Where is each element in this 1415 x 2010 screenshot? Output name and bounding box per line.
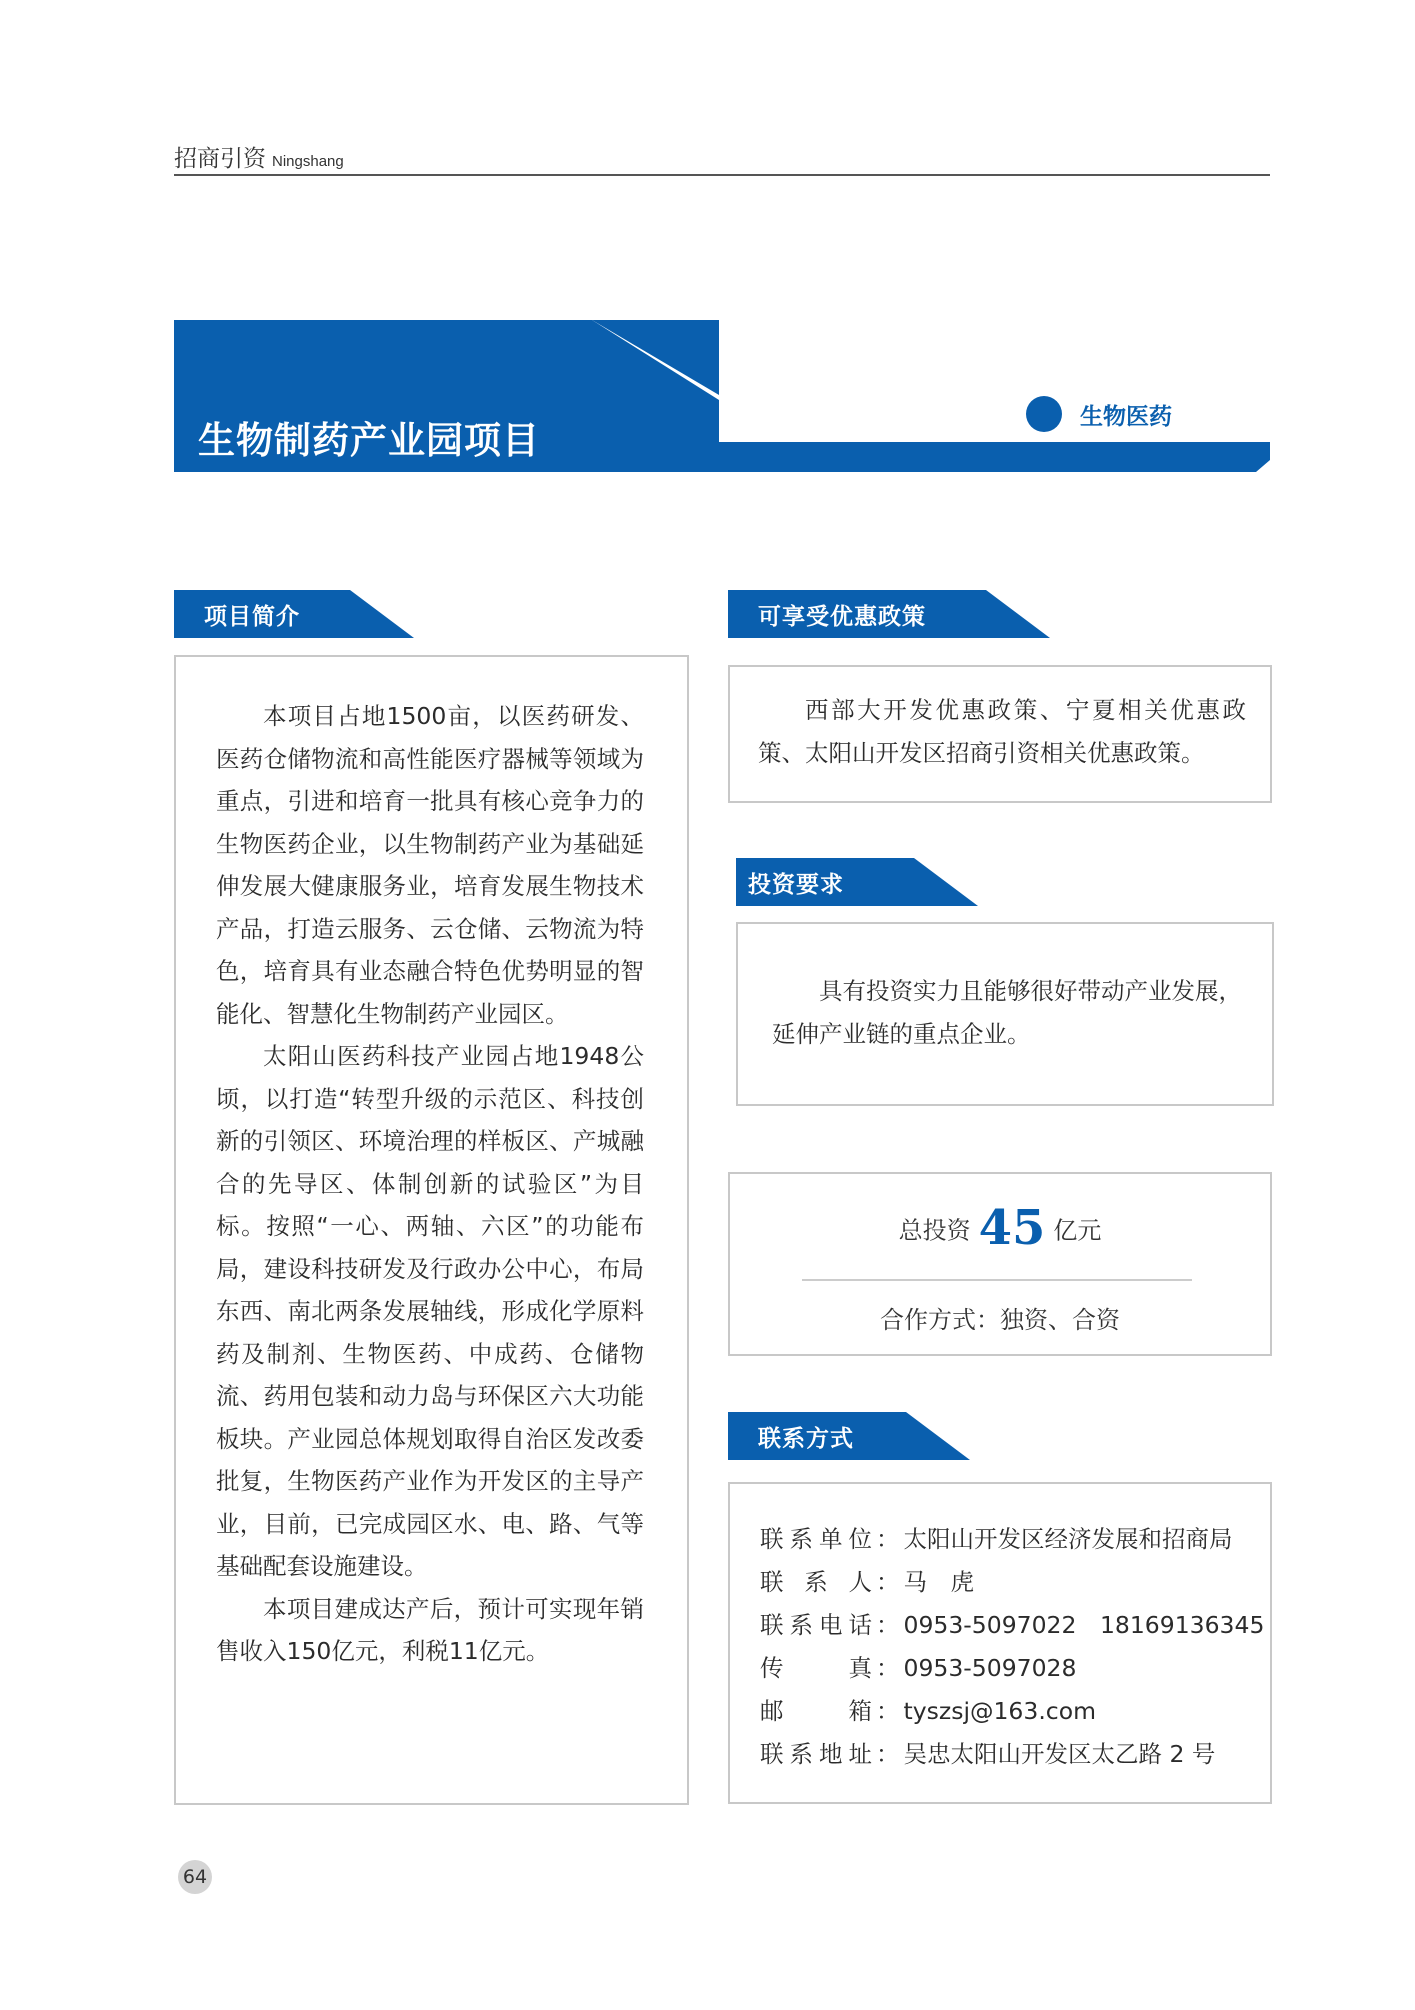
intro-text (216, 695, 644, 1673)
contact-value: 0953-5097022 18169136345 (903, 1611, 1265, 1639)
header-title (174, 140, 344, 173)
contact-box (728, 1482, 1272, 1804)
coop-label: 合作方式 (880, 1306, 976, 1334)
intro-box (174, 655, 689, 1805)
contact-value: 马 虎 (903, 1568, 974, 1596)
policy-heading-label: 可享受优惠政策 (758, 604, 926, 630)
contact-row-person: 联 系 人 ： 马 虎 (760, 1561, 974, 1603)
cooperation-mode (730, 1300, 1270, 1335)
coop-colon: ： (976, 1306, 1000, 1334)
investment-prefix: 总投资 (898, 1216, 971, 1245)
investment-amount: 45 (978, 1200, 1046, 1256)
contact-row-fax: 传 真 ： 0953-5097028 (760, 1647, 1076, 1689)
policy-heading (728, 590, 1050, 638)
investment-unit: 亿元 (1053, 1216, 1102, 1245)
contact-value: 吴忠太阳山开发区太乙路 2 号 (903, 1740, 1216, 1768)
contact-key: 联系电话 (760, 1611, 872, 1639)
coop-value: 独资、合资 (1000, 1306, 1120, 1334)
contact-key: 邮 箱 (760, 1697, 872, 1725)
intro-paragraph-2: 太阳山医药科技产业园占地1948公顷，以打造“转型升级的示范区、科技创新的引领区、环境治理的样板区、产城融合的先导区、体制创新的试验区”为目标。按照“一心、两轴、六区”的功能布局，建设科技研发及行政办公中心，布局东西、南北两条发展轴线，形成化学原料药及制剂、生物医药、中成药、仓储物流、药用包装和动力岛与环保区六大功能板块。产业园总体规划取得自治区发改委批复，生物医药产业作为开发区的主导产业，目前，已完成园区水、电、路、气等基础配套设施建设。 (216, 1042, 644, 1580)
running-header (174, 140, 1270, 176)
investment-divider (802, 1279, 1192, 1281)
contact-heading-label: 联系方式 (758, 1426, 854, 1452)
category-label: 生物医药 (1080, 404, 1172, 430)
contact-value: tyszsj@163.com (903, 1697, 1096, 1725)
contact-key: 联 系 人 (760, 1568, 872, 1596)
policy-box (728, 665, 1272, 803)
contact-row-phone: 联系电话 ： 0953-5097022 18169136345 (760, 1604, 1264, 1646)
intro-paragraph-1: 本项目占地1500亩，以医药研发、医药仓储物流和高性能医疗器械等领域为重点，引进和培育一批具有核心竞争力的生物医药企业，以生物制药产业为基础延伸发展大健康服务业，培育发展生物技术产品，打造云服务、云仓储、云物流为特色，培育具有业态融合特色优势明显的智能化、智慧化生物制药产业园区。 (216, 702, 644, 1028)
intro-heading (174, 590, 414, 638)
policy-text: 西部大开发优惠政策、宁夏相关优惠政策、太阳山开发区招商引资相关优惠政策。 (758, 696, 1246, 767)
header-title-text: 招商引资 (174, 146, 266, 172)
requirement-heading (736, 858, 978, 906)
page-number: 64 (178, 1860, 212, 1894)
contact-row-email: 邮 箱 ： tyszsj@163.com (760, 1690, 1096, 1732)
header-subtitle: Ningshang (272, 153, 344, 170)
investment-box (728, 1172, 1272, 1356)
contact-value: 太阳山开发区经济发展和招商局 (903, 1525, 1233, 1553)
contact-row-address: 联系地址 ： 吴忠太阳山开发区太乙路 2 号 (760, 1733, 1215, 1775)
contact-heading (728, 1412, 970, 1460)
contact-row-unit: 联系单位 ： 太阳山开发区经济发展和招商局 (760, 1518, 1233, 1560)
project-title: 生物制药产业园项目 (198, 418, 540, 462)
contact-key: 传 真 (760, 1654, 872, 1682)
project-banner (174, 320, 1270, 472)
requirement-text: 具有投资实力且能够很好带动产业发展，延伸产业链的重点企业。 (772, 977, 1242, 1048)
intro-paragraph-3: 本项目建成达产后，预计可实现年销售收入150亿元，利税11亿元。 (216, 1594, 644, 1665)
intro-heading-label: 项目简介 (204, 604, 300, 630)
total-investment (730, 1200, 1270, 1256)
contact-key: 联系地址 (760, 1740, 872, 1768)
requirement-heading-label: 投资要求 (748, 872, 844, 898)
contact-key: 联系单位 (760, 1525, 872, 1553)
contact-value: 0953-5097028 (903, 1654, 1077, 1682)
category-dot-icon (1026, 396, 1062, 432)
requirement-box (736, 922, 1274, 1106)
